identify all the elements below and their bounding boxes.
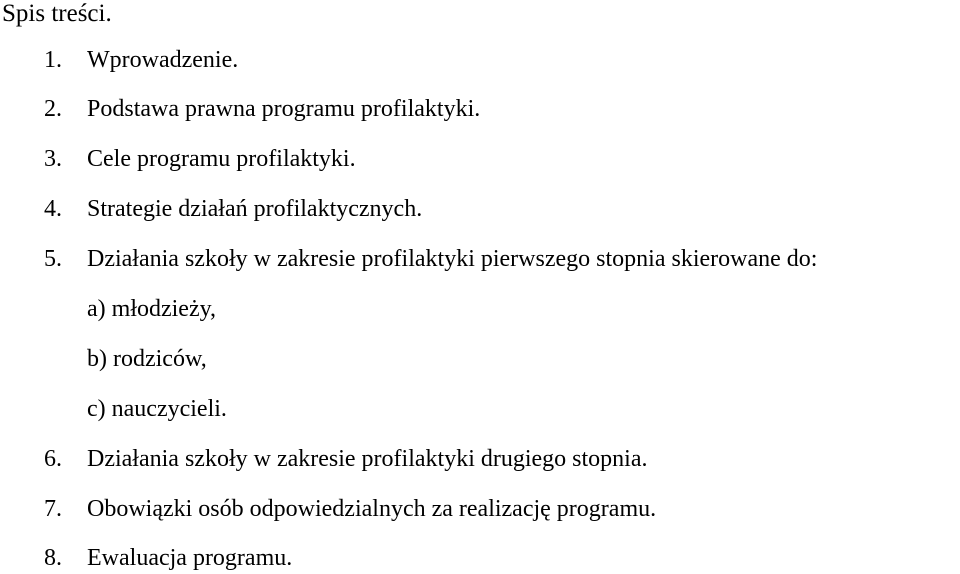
toc-subitem-text: b) rodziców, <box>87 346 207 372</box>
toc-item-text: Działania szkoły w zakresie profilaktyki pierwszego stopnia skierowane do: <box>87 246 818 272</box>
toc-item-number: 6. <box>44 446 62 472</box>
toc-item-number: 4. <box>44 196 62 222</box>
toc-item-text: Obowiązki osób odpowiedzialnych za realizację programu. <box>87 496 657 522</box>
toc-item-text: Podstawa prawna programu profilaktyki. <box>87 96 481 122</box>
toc-subitem-text: a) młodzieży, <box>87 296 217 322</box>
toc-item-text: Działania szkoły w zakresie profilaktyki drugiego stopnia. <box>87 446 648 472</box>
toc-item-text: Ewaluacja programu. <box>87 545 293 571</box>
toc-item-number: 1. <box>44 47 62 73</box>
toc-subitem-text: c) nauczycieli. <box>87 396 227 422</box>
toc-item-number: 5. <box>44 246 62 272</box>
toc-item-text: Wprowadzenie. <box>87 47 239 73</box>
toc-item-number: 3. <box>44 146 62 172</box>
toc-item-number: 8. <box>44 545 62 571</box>
toc-title: Spis treści. <box>2 0 112 27</box>
toc-item-number: 7. <box>44 496 62 522</box>
toc-item-number: 2. <box>44 96 62 122</box>
toc-item-text: Cele programu profilaktyki. <box>87 146 356 172</box>
toc-item-text: Strategie działań profilaktycznych. <box>87 196 423 222</box>
